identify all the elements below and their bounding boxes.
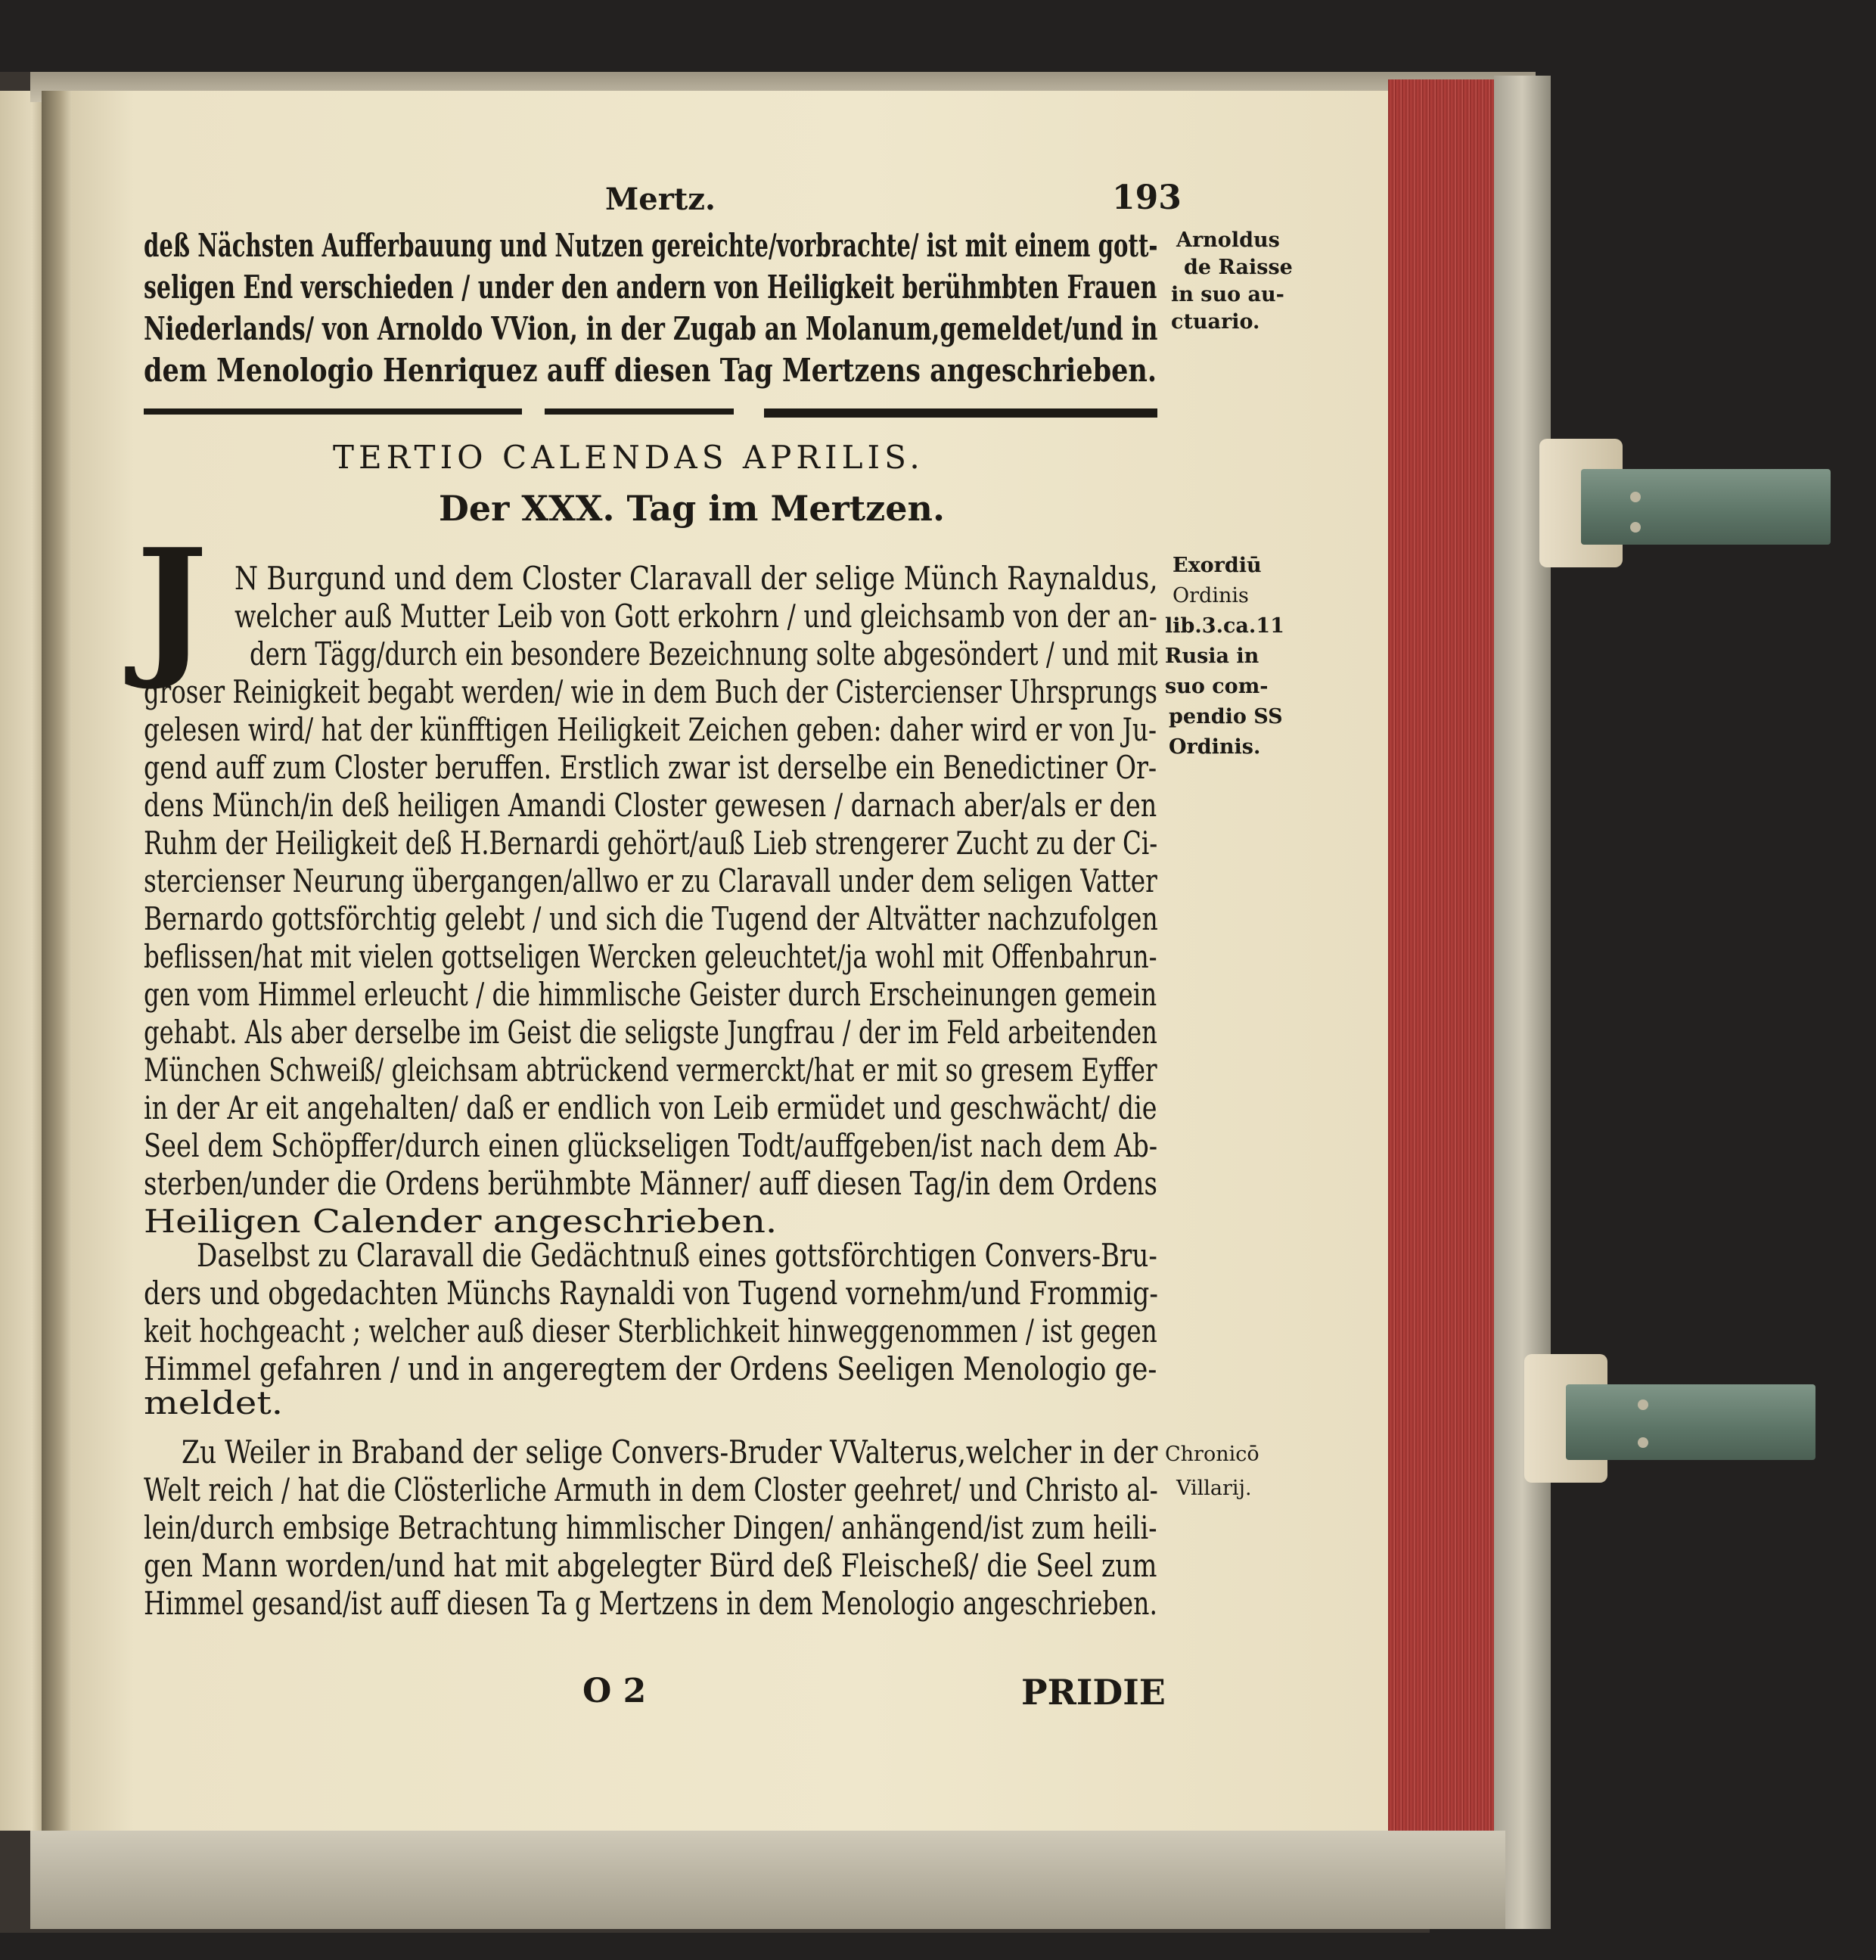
text-line: groser Reinigkeit begabt werden/ wie in dem Buch der Cistercienser Uhrsprungs <box>144 673 1158 710</box>
margin-note-line: Rusia in <box>1165 645 1259 668</box>
text-line: dens Münch/in deß heiligen Amandi Closter gewesen / darnach aber/als er den <box>144 787 1157 824</box>
text-line: deß Nächsten Aufferbauung und Nutzen gereichte/vorbrachte/ ist mit einem gott- <box>144 227 1158 264</box>
section-subtitle: Der XXX. Tag im Mertzen. <box>439 488 945 529</box>
text-line: gend auff zum Closter beruffen. Erstlich zwar ist derselbe ein Benedictiner Or- <box>144 749 1157 786</box>
margin-note-line: Chronicō <box>1165 1443 1259 1466</box>
margin-note-line: Ordinis <box>1172 584 1249 607</box>
text-line: Bernardo gottsförchtig gelebt / und sich die Tugend der Altvätter nachzufolgen <box>144 900 1158 937</box>
text-line: keit hochgeacht ; welcher auß dieser Sterblichkeit hinweggenommen / ist gegen <box>144 1312 1157 1350</box>
text-line: gehabt. Als aber derselbe im Geist die seligste Jungfrau / der im Feld arbeitenden <box>144 1014 1157 1051</box>
section-title: TERTIO CALENDAS APRILIS. <box>333 439 924 476</box>
text-line: gen vom Himmel erleucht / die himmlische Geister durch Erscheinungen gemein <box>144 976 1157 1013</box>
text-line: welcher auß Mutter Leib von Gott erkohrn / und gleichsamb von der an- <box>234 598 1157 635</box>
margin-note-line: Ordinis. <box>1169 735 1261 759</box>
margin-note-line: Arnoldus <box>1176 228 1280 252</box>
margin-note-line: de Raisse <box>1184 256 1293 279</box>
text-line: Himmel gefahren / und in angeregtem der Ordens Seeligen Menologio ge- <box>144 1350 1157 1387</box>
section-rule <box>545 408 734 415</box>
text-line: gen Mann worden/und hat mit abgelegter Bürd deß Fleischeß/ die Seel zum <box>144 1547 1157 1584</box>
margin-note-line: pendio SS <box>1169 705 1283 728</box>
margin-note-line: in suo au- <box>1171 283 1284 306</box>
text-line: Himmel gesand/ist auff diesen Ta g Mertzens in dem Menologio angeschrieben. <box>144 1585 1157 1622</box>
text-line: sterben/under die Ordens berühmbte Männer/ auff diesen Tag/in dem Ordens <box>144 1165 1157 1202</box>
page-number: 193 <box>1112 179 1182 217</box>
text-line: Zu Weiler in Braband der selige Convers-Bruder VValterus,welcher in der <box>182 1434 1158 1471</box>
text-line: dern Tägg/durch ein besondere Bezeichnung solte abgesöndert / und mit <box>250 635 1158 672</box>
drop-cap: J <box>136 516 208 694</box>
text-line: Welt reich / hat die Clösterliche Armuth in dem Closter geehret/ und Christo al- <box>144 1471 1158 1508</box>
section-rule <box>144 408 522 415</box>
margin-note-line: Exordiū <box>1172 554 1262 577</box>
signature-mark: O 2 <box>582 1672 647 1710</box>
text-line: ders und obgedachten Münchs Raynaldi von Tugend vornehm/und Frommig- <box>144 1275 1158 1312</box>
text-line: lein/durch embsige Betrachtung himmlischer Dingen/ anhängend/ist zum heili- <box>144 1509 1157 1546</box>
text-line: stercienser Neurung übergangen/allwo er zu Claravall under dem seligen Vatter <box>144 862 1157 899</box>
margin-note-line: ctuario. <box>1171 310 1260 334</box>
margin-note-line: Villarij. <box>1176 1477 1252 1500</box>
text-line: Seel dem Schöpffer/durch einen glückseligen Todt/auffgeben/ist nach dem Ab- <box>144 1127 1158 1164</box>
text-line: Niederlands/ von Arnoldo VVion, in der Zugab an Molanum,gemeldet/und in <box>144 310 1158 347</box>
text-line: seligen End verschieden / under den andern von Heiligkeit berühmbten Frauen <box>144 269 1157 306</box>
text-line: meldet. <box>144 1384 284 1421</box>
margin-note-line: lib.3.ca.11 <box>1165 614 1284 638</box>
text-line: München Schweiß/ gleichsam abtrückend vermerckt/hat er mit so gresem Eyffer <box>144 1051 1157 1089</box>
catchword: PRIDIE <box>1021 1672 1166 1713</box>
text-line: dem Menologio Henriquez auff diesen Tag Mertzens angeschrieben. <box>144 352 1157 389</box>
text-line: Daselbst zu Claravall die Gedächtnuß eines gottsförchtigen Convers-Bru- <box>197 1237 1157 1274</box>
text-line: Heiligen Calender angeschrieben. <box>144 1203 778 1240</box>
text-line: Ruhm der Heiligkeit deß H.Bernardi gehört/auß Lieb strengerer Zucht zu der Ci- <box>144 825 1158 862</box>
text-line: N Burgund und dem Closter Claravall der selige Münch Raynaldus, <box>234 560 1158 597</box>
section-rule <box>764 408 1157 418</box>
running-head: Mertz. <box>605 182 716 217</box>
text-line: beflissen/hat mit vielen gottseligen Wercken geleuchtet/ja wohl mit Offenbahrun- <box>144 938 1157 975</box>
margin-note-line: suo com- <box>1165 675 1269 698</box>
text-line: in der Ar eit angehalten/ daß er endlich von Leib ermüdet und geschwächt/ die <box>144 1089 1157 1126</box>
text-line: gelesen wird/ hat der künfftigen Heiligkeit Zeichen geben: daher wird er von Ju- <box>144 711 1157 748</box>
